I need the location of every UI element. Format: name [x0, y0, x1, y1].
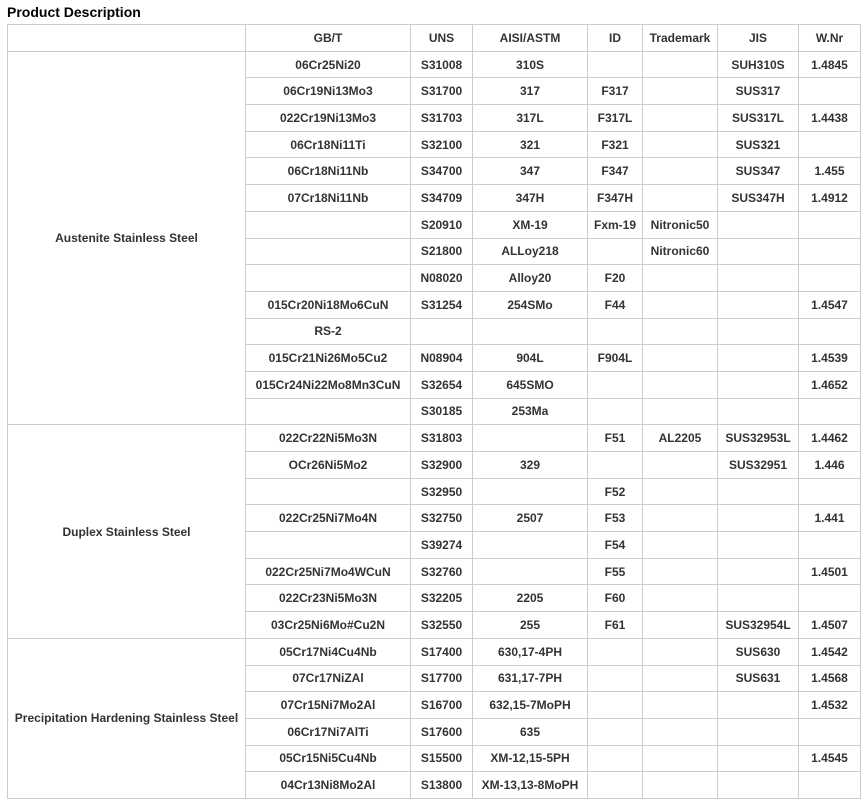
cell-gbt: 06Cr25Ni20: [246, 51, 411, 78]
cell-jis: SUS32954L: [718, 612, 799, 639]
cell-wnr: 1.455: [799, 158, 861, 185]
cell-gbt: 022Cr19Ni13Mo3: [246, 105, 411, 132]
cell-aisi-astm: [473, 532, 588, 559]
cell-wnr: 1.4542: [799, 638, 861, 665]
cell-aisi-astm: 347: [473, 158, 588, 185]
cell-wnr: 1.4462: [799, 425, 861, 452]
product-table: [7, 24, 861, 799]
cell-gbt: 06Cr18Ni11Nb: [246, 158, 411, 185]
cell-aisi-astm: [473, 478, 588, 505]
cell-gbt: OCr26Ni5Mo2: [246, 452, 411, 479]
page-title: Product Description: [7, 4, 141, 20]
cell-gbt: 06Cr18Ni11Ti: [246, 131, 411, 158]
column-header-jis: JIS: [718, 25, 799, 52]
cell-trademark: [643, 452, 718, 479]
cell-jis: [718, 532, 799, 559]
cell-trademark: [643, 638, 718, 665]
cell-trademark: [643, 505, 718, 532]
cell-aisi-astm: 2205: [473, 585, 588, 612]
cell-wnr: 1.4501: [799, 558, 861, 585]
cell-uns: S32750: [411, 505, 473, 532]
column-header-trademark: Trademark: [643, 25, 718, 52]
cell-aisi-astm: [473, 425, 588, 452]
cell-trademark: [643, 105, 718, 132]
cell-id: F61: [588, 612, 643, 639]
cell-uns: S31008: [411, 51, 473, 78]
cell-trademark: [643, 158, 718, 185]
column-header-gbt: GB/T: [246, 25, 411, 52]
cell-trademark: [643, 318, 718, 345]
cell-wnr: 1.4438: [799, 105, 861, 132]
cell-uns: S32550: [411, 612, 473, 639]
cell-trademark: [643, 78, 718, 105]
cell-aisi-astm: XM-13,13-8MoPH: [473, 772, 588, 799]
cell-trademark: [643, 585, 718, 612]
cell-jis: [718, 558, 799, 585]
cell-wnr: [799, 265, 861, 292]
column-header-uns: UNS: [411, 25, 473, 52]
cell-jis: SUS321: [718, 131, 799, 158]
cell-aisi-astm: 632,15-7MoPH: [473, 692, 588, 719]
cell-uns: S16700: [411, 692, 473, 719]
cell-trademark: Nitronic60: [643, 238, 718, 265]
cell-trademark: [643, 345, 718, 372]
cell-uns: S20910: [411, 211, 473, 238]
cell-gbt: [246, 532, 411, 559]
cell-trademark: [643, 665, 718, 692]
cell-gbt: 04Cr13Ni8Mo2Al: [246, 772, 411, 799]
cell-aisi-astm: XM-19: [473, 211, 588, 238]
table-row: [8, 51, 861, 78]
cell-uns: S30185: [411, 398, 473, 425]
cell-aisi-astm: [473, 318, 588, 345]
table-row: [8, 425, 861, 452]
cell-id: [588, 718, 643, 745]
cell-trademark: Nitronic50: [643, 211, 718, 238]
cell-jis: [718, 238, 799, 265]
cell-wnr: [799, 585, 861, 612]
cell-aisi-astm: [473, 558, 588, 585]
cell-id: F347: [588, 158, 643, 185]
cell-uns: S31700: [411, 78, 473, 105]
category-cell: Duplex Stainless Steel: [8, 425, 246, 639]
cell-wnr: [799, 78, 861, 105]
cell-id: [588, 692, 643, 719]
cell-wnr: [799, 478, 861, 505]
cell-trademark: [643, 51, 718, 78]
column-header-wnr: W.Nr: [799, 25, 861, 52]
cell-id: [588, 452, 643, 479]
cell-aisi-astm: 645SMO: [473, 371, 588, 398]
header-row: [8, 25, 861, 52]
cell-gbt: 022Cr25Ni7Mo4WCuN: [246, 558, 411, 585]
cell-trademark: [643, 371, 718, 398]
cell-id: F904L: [588, 345, 643, 372]
cell-jis: SUS347: [718, 158, 799, 185]
cell-aisi-astm: ALLoy218: [473, 238, 588, 265]
cell-wnr: [799, 772, 861, 799]
column-header-category: [8, 25, 246, 52]
cell-jis: [718, 265, 799, 292]
cell-jis: [718, 211, 799, 238]
cell-aisi-astm: 255: [473, 612, 588, 639]
cell-jis: [718, 745, 799, 772]
cell-uns: S32205: [411, 585, 473, 612]
cell-gbt: 022Cr23Ni5Mo3N: [246, 585, 411, 612]
cell-id: F317: [588, 78, 643, 105]
cell-jis: [718, 318, 799, 345]
cell-trademark: [643, 745, 718, 772]
cell-uns: S13800: [411, 772, 473, 799]
cell-uns: S15500: [411, 745, 473, 772]
cell-jis: SUS32953L: [718, 425, 799, 452]
cell-uns: N08020: [411, 265, 473, 292]
cell-uns: S34700: [411, 158, 473, 185]
cell-uns: S32950: [411, 478, 473, 505]
category-cell: Austenite Stainless Steel: [8, 51, 246, 425]
cell-trademark: [643, 772, 718, 799]
cell-gbt: 015Cr21Ni26Mo5Cu2: [246, 345, 411, 372]
cell-wnr: [799, 211, 861, 238]
cell-wnr: [799, 532, 861, 559]
cell-jis: SUS631: [718, 665, 799, 692]
cell-wnr: 1.4507: [799, 612, 861, 639]
cell-aisi-astm: 317: [473, 78, 588, 105]
cell-aisi-astm: 329: [473, 452, 588, 479]
cell-aisi-astm: Alloy20: [473, 265, 588, 292]
column-header-id: ID: [588, 25, 643, 52]
cell-id: [588, 318, 643, 345]
cell-id: F60: [588, 585, 643, 612]
cell-aisi-astm: 347H: [473, 185, 588, 212]
cell-jis: [718, 692, 799, 719]
cell-trademark: [643, 478, 718, 505]
cell-aisi-astm: 317L: [473, 105, 588, 132]
cell-wnr: 1.4545: [799, 745, 861, 772]
cell-trademark: [643, 612, 718, 639]
cell-gbt: [246, 238, 411, 265]
cell-aisi-astm: 904L: [473, 345, 588, 372]
cell-id: F20: [588, 265, 643, 292]
cell-trademark: [643, 131, 718, 158]
cell-id: F347H: [588, 185, 643, 212]
cell-uns: [411, 318, 473, 345]
cell-jis: SUS347H: [718, 185, 799, 212]
cell-jis: [718, 585, 799, 612]
cell-gbt: RS-2: [246, 318, 411, 345]
cell-aisi-astm: 254SMo: [473, 291, 588, 318]
cell-trademark: [643, 718, 718, 745]
cell-id: F51: [588, 425, 643, 452]
cell-id: [588, 238, 643, 265]
cell-jis: [718, 345, 799, 372]
cell-wnr: [799, 131, 861, 158]
cell-id: F55: [588, 558, 643, 585]
cell-aisi-astm: 310S: [473, 51, 588, 78]
cell-jis: SUH310S: [718, 51, 799, 78]
cell-jis: [718, 772, 799, 799]
cell-aisi-astm: 631,17-7PH: [473, 665, 588, 692]
table-header: [8, 25, 861, 52]
cell-id: [588, 51, 643, 78]
cell-jis: SUS630: [718, 638, 799, 665]
cell-uns: S32760: [411, 558, 473, 585]
cell-trademark: [643, 532, 718, 559]
cell-jis: [718, 718, 799, 745]
cell-id: F317L: [588, 105, 643, 132]
cell-wnr: 1.4547: [799, 291, 861, 318]
cell-trademark: [643, 185, 718, 212]
cell-gbt: 07Cr15Ni7Mo2Al: [246, 692, 411, 719]
cell-gbt: [246, 398, 411, 425]
cell-id: [588, 665, 643, 692]
cell-wnr: 1.4539: [799, 345, 861, 372]
cell-wnr: 1.4532: [799, 692, 861, 719]
cell-gbt: 022Cr25Ni7Mo4N: [246, 505, 411, 532]
cell-aisi-astm: 630,17-4PH: [473, 638, 588, 665]
column-header-aisi-astm: AISI/ASTM: [473, 25, 588, 52]
cell-uns: S32654: [411, 371, 473, 398]
cell-jis: [718, 371, 799, 398]
cell-aisi-astm: 253Ma: [473, 398, 588, 425]
table-body: [8, 51, 861, 798]
cell-aisi-astm: XM-12,15-5PH: [473, 745, 588, 772]
cell-jis: [718, 505, 799, 532]
cell-gbt: 022Cr22Ni5Mo3N: [246, 425, 411, 452]
cell-jis: SUS317: [718, 78, 799, 105]
cell-id: F52: [588, 478, 643, 505]
cell-wnr: [799, 398, 861, 425]
cell-aisi-astm: 635: [473, 718, 588, 745]
cell-aisi-astm: 321: [473, 131, 588, 158]
cell-wnr: 1.4652: [799, 371, 861, 398]
cell-wnr: [799, 318, 861, 345]
cell-jis: [718, 398, 799, 425]
cell-gbt: [246, 478, 411, 505]
cell-uns: S31803: [411, 425, 473, 452]
cell-wnr: 1.4845: [799, 51, 861, 78]
cell-uns: N08904: [411, 345, 473, 372]
cell-uns: S31703: [411, 105, 473, 132]
cell-id: Fxm-19: [588, 211, 643, 238]
cell-uns: S17600: [411, 718, 473, 745]
cell-jis: [718, 291, 799, 318]
cell-gbt: [246, 265, 411, 292]
cell-wnr: [799, 718, 861, 745]
cell-wnr: 1.441: [799, 505, 861, 532]
cell-id: F53: [588, 505, 643, 532]
cell-gbt: 05Cr15Ni5Cu4Nb: [246, 745, 411, 772]
cell-gbt: [246, 211, 411, 238]
cell-jis: SUS317L: [718, 105, 799, 132]
cell-id: F54: [588, 532, 643, 559]
cell-gbt: 06Cr19Ni13Mo3: [246, 78, 411, 105]
cell-id: [588, 371, 643, 398]
cell-trademark: [643, 558, 718, 585]
cell-trademark: [643, 291, 718, 318]
cell-id: F321: [588, 131, 643, 158]
cell-gbt: 06Cr17Ni7AlTi: [246, 718, 411, 745]
cell-uns: S17700: [411, 665, 473, 692]
cell-uns: S17400: [411, 638, 473, 665]
cell-uns: S32900: [411, 452, 473, 479]
cell-gbt: 07Cr17NiZAl: [246, 665, 411, 692]
cell-wnr: [799, 238, 861, 265]
cell-id: [588, 745, 643, 772]
cell-jis: [718, 478, 799, 505]
cell-uns: S32100: [411, 131, 473, 158]
cell-wnr: 1.4912: [799, 185, 861, 212]
cell-id: [588, 398, 643, 425]
cell-gbt: 03Cr25Ni6Mo#Cu2N: [246, 612, 411, 639]
cell-id: F44: [588, 291, 643, 318]
cell-wnr: 1.446: [799, 452, 861, 479]
cell-uns: S39274: [411, 532, 473, 559]
cell-uns: S21800: [411, 238, 473, 265]
cell-trademark: [643, 265, 718, 292]
cell-trademark: [643, 692, 718, 719]
cell-gbt: 07Cr18Ni11Nb: [246, 185, 411, 212]
cell-trademark: [643, 398, 718, 425]
cell-id: [588, 638, 643, 665]
cell-jis: SUS32951: [718, 452, 799, 479]
cell-uns: S34709: [411, 185, 473, 212]
cell-gbt: 015Cr20Ni18Mo6CuN: [246, 291, 411, 318]
table-row: [8, 638, 861, 665]
cell-gbt: 015Cr24Ni22Mo8Mn3CuN: [246, 371, 411, 398]
cell-id: [588, 772, 643, 799]
category-cell: Precipitation Hardening Stainless Steel: [8, 638, 246, 798]
cell-aisi-astm: 2507: [473, 505, 588, 532]
cell-gbt: 05Cr17Ni4Cu4Nb: [246, 638, 411, 665]
cell-wnr: 1.4568: [799, 665, 861, 692]
cell-trademark: AL2205: [643, 425, 718, 452]
cell-uns: S31254: [411, 291, 473, 318]
